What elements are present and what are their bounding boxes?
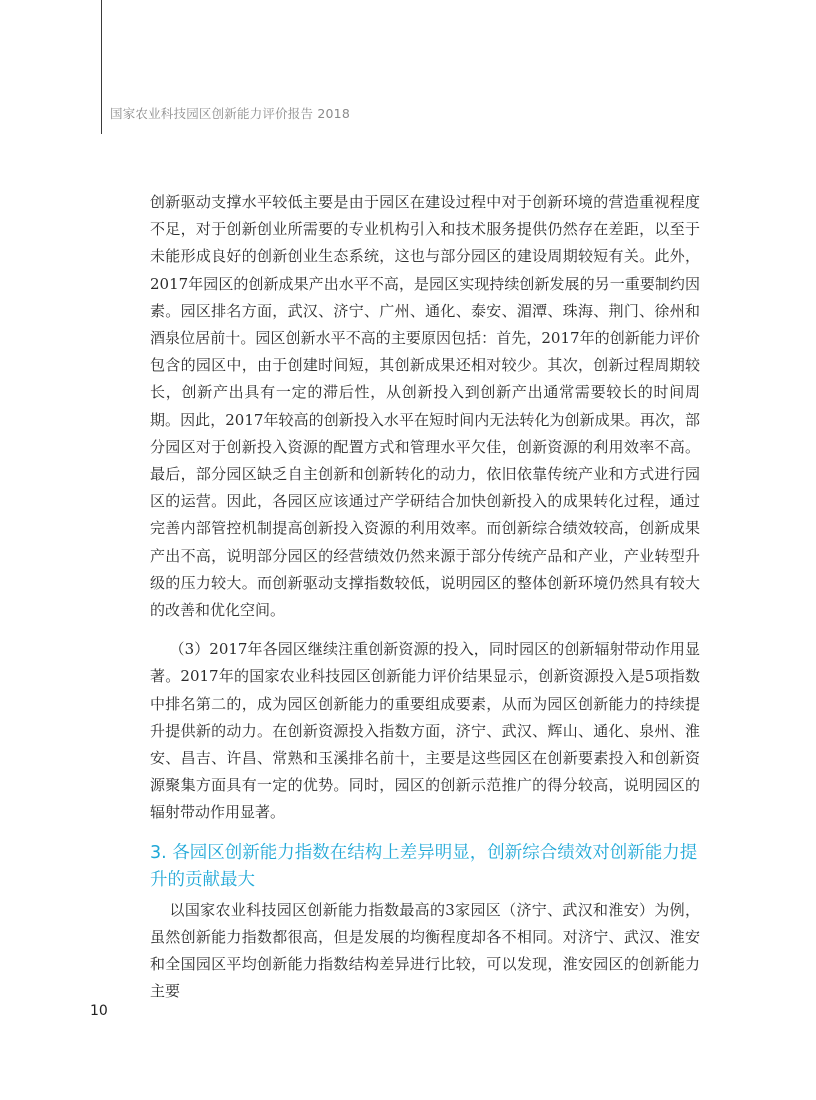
page-body [150, 189, 700, 1005]
body-paragraph-3: 以国家农业科技园区创新能力指数最高的3家园区（济宁、武汉和淮安）为例，虽然创新能力指数都很高，但是发展的均衡程度却各不相同。对济宁、武汉、淮安和全国园区平均创新能力指数结构差异进行比较，可以发现，淮安园区的创新能力主要 [150, 900, 700, 1001]
header-rule [101, 0, 102, 134]
body-paragraph-1: 创新驱动支撑水平较低主要是由于园区在建设过程中对于创新环境的营造重视程度不足，对于创新创业所需要的专业机构引入和技术服务提供仍然存在差距，以至于未能形成良好的创新创业生态系统，这也与部分园区的建设周期较短有关。此外，2017年园区的创新成果产出水平不高，是园区实现持续创新发展的另一重要制约因素。园区排名方面，武汉、济宁、广州、通化、泰安、湄潭、珠海、荆门、徐州和酒泉位居前十。园区创新水平不高的主要原因包括：首先，2017年的创新能力评价包含的园区中，由于创建时间短，其创新成果还相对较少。其次，创新过程周期较长，创新产出具有一定的滞后性，从创新投入到创新产出通常需要较长的时间周期。因此，2017年较高的创新投入水平在短时间内无法转化为创新成果。再次，部分园区对于创新投入资源的配置方式和管理水平欠佳，创新资源的利用效率不高。最后，部分园区缺乏自主创新和创新转化的动力，依旧依靠传统产业和方式进行园区的运营。因此，各园区应该通过产学研结合加快创新投入的成果转化过程，通过完善内部管控机制提高创新投入资源的利用效率。而创新综合绩效较高，创新成果产出不高，说明部分园区的经营绩效仍然来源于部分传统产品和产业，产业转型升级的压力较大。而创新驱动支撑指数较低，说明园区的整体创新环境仍然具有较大的改善和优化空间。 [150, 193, 700, 620]
running-header-title: 国家农业科技园区创新能力评价报告 2018 [110, 106, 350, 121]
section-heading: 3. 各园区创新能力指数在结构上差异明显，创新综合绩效对创新能力提升的贡献最大 [150, 842, 698, 890]
page-number: 10 [90, 1003, 108, 1019]
body-paragraph-2: （3）2017年各园区继续注重创新资源的投入，同时园区的创新辐射带动作用显著。2017年的国家农业科技园区创新能力评价结果显示，创新资源投入是5项指数中排名第二的，成为园区创新能力的重要组成要素，从而为园区创新能力的持续提升提供新的动力。在创新资源投入指数方面，济宁、武汉、辉山、通化、泉州、淮安、昌吉、许昌、常熟和玉溪排名前十，主要是这些园区在创新要素投入和创新资源聚集方面具有一定的优势。同时，园区的创新示范推广的得分较高，说明园区的辐射带动作用显著。 [150, 640, 700, 822]
